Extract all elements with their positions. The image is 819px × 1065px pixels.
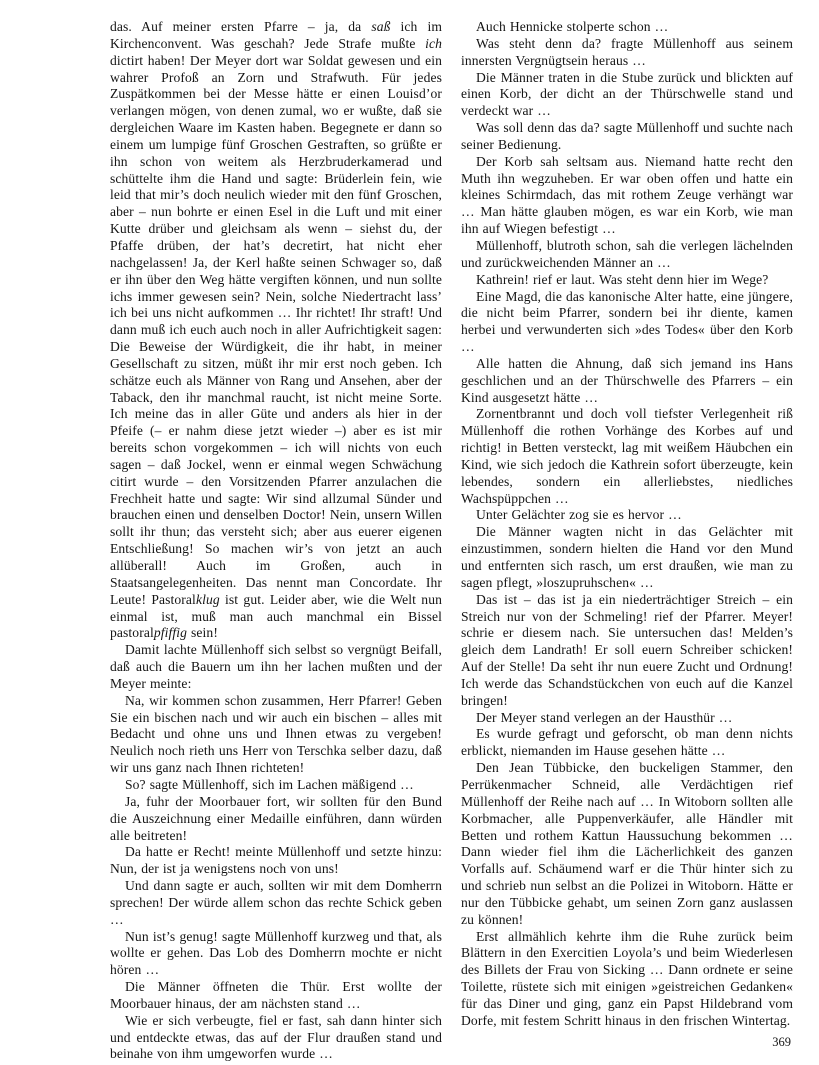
text-segment: dictirt haben! Der Meyer dort war Soldat gewesen und ein wahrer Profoß an Zorn und Strafwuth. Für jedes Zuspätkommen bei der Messe hätte er einen Louisd’or verlangen mögen, von denen zumal, wo er wußte, daß sie dergleichen Waare im Kasten haben. Begegnete er dann so einem um lumpige fünf Groschen Gestraften, so grüßte er ihn schon von weitem als Herzbruderkamerad und schüttelte ihm die Hand und sagte: Brüderlein fein, wie leid that mir’s doch neulich wieder mit den fünf Groschen, aber – nun bohrte er einen Esel in die Luft und mit einer Kutte drüber und gleichsam als wenn – siehst du, der Pfaffe drüben, der hat’s decretirt, hat nicht eher nachgelassen! Ja, der Kerl haßte seinen Schwager so, daß er ihn über den Weg hätte vergiften können, und nun sollte ichs immer gewesen sein? Nein, solche Niedertracht lass’ ich bei uns nicht aufkommen … Ihr richtet! Ihr straft! Und dann muß ich euch auch noch in aller Aufrichtigkeit sagen: Die Beweise der Würdigkeit, die ihr habt, in meiner Gesellschaft zu sitzen, müßt ihr mir erst noch geben. Ich schätze euch als Männer von Rang und Ansehen, aber der Taback, den ihr manchmal raucht, ist nicht meine Sorte. Ich meine das in aller Güte und anders als hier in der Pfeife (– er nahm diese jetzt wieder –) aber es ist mir bereits schon vorgekommen – ich will nichts von euch sagen – daß Jockel, wenn er einmal wegen Schwächung citirt wurde – den Vorsitzenden Pfarrer anzulachen die Frechheit hatte und sagte: Wir sind allzumal Sünder und brauchen einen und denselben Doctor! Nein, unsern Willen sollt ihr thun; das versteht sich; aber aus euerer eigenen Entschließung! So machen wir’s von jetzt an auch allüberall! Auch im Großen, auch in Staatsangelegenheiten. Das nennt man Concordate. Ihr Leute! Pastoral bbox=[110, 52, 442, 607]
paragraph bbox=[110, 777, 442, 794]
text-segment: Alle hatten die Ahnung, daß sich jemand ins Hans geschlichen und an der Thürschwelle des Pfarrers – ein Kind ausgesetzt hätte … bbox=[461, 355, 793, 405]
paragraph bbox=[461, 760, 793, 928]
text-segment: Die Männer traten in die Stube zurück und blickten auf einen Korb, der dicht an der Thürschwelle stand und verdeckt war … bbox=[461, 69, 793, 119]
paragraph bbox=[461, 19, 793, 36]
text-segment: sein! bbox=[187, 625, 218, 641]
text-segment: Was soll denn das da? sagte Müllenhoff und suchte nach seiner Bedienung. bbox=[461, 120, 793, 152]
text-segment: Müllenhoff, blutroth schon, sah die verlegen lächelnden und zurückweichenden Männer an … bbox=[461, 237, 793, 270]
text-segment: Auch Hennicke stolperte schon … bbox=[476, 19, 669, 34]
text-segment: Erst allmählich kehrte ihm die Ruhe zurück beim Blättern in den Exercitien Loyola’s und beim Wiederlesen des Billets der Frau von Sicking … Dann ordnete er seine Toilette, rüstete sich mit einigen »geistreichen Gedanken« für das Diner und ging, ganz ein Papst Hildebrand vom Dorfe, mit festem Schritt hinaus in den frischen Wintertag. bbox=[461, 928, 793, 1028]
text-segment: Den Jean Tübbicke, den buckeligen Stammer, den Perrükenmacher Schneid, alle Verdächtigen rief Müllenhoff der Reihe nach auf … In Witoborn sollten alle Korbmacher, alle Puppenverkäufer, alle Händler mit Betten und rothem Kattun Haussuchung bekommen … Dann wieder fiel ihm die Lächerlichkeit des ganzen Vorfalls auf. Schäumend warf er die Thür hinter sich zu und schrieb nun selbst an die Polizei in Witoborn. Hätte er nur den Tübbicke gehabt, um seinen Zorn ganz auslassen zu können! bbox=[461, 760, 793, 927]
paragraph bbox=[461, 36, 793, 70]
text-column-right bbox=[461, 19, 793, 1063]
paragraph bbox=[461, 289, 793, 356]
paragraph bbox=[110, 19, 442, 642]
paragraph bbox=[110, 979, 442, 1013]
paragraph bbox=[110, 794, 442, 845]
paragraph bbox=[461, 726, 793, 760]
paragraph bbox=[461, 356, 793, 407]
paragraph bbox=[461, 592, 793, 710]
text-segment: Na, wir kommen schon zusammen, Herr Pfarrer! Geben Sie ein bischen nach und wir auch ein bischen – alles mit Bedacht und ohne uns und Ihnen etwas zu vergeben! Neulich noch rieth uns Herr von Terschka selber dazu, daß wir uns ganz nach Ihnen richteten! bbox=[110, 692, 442, 776]
text-segment: So? sagte Müllenhoff, sich im Lachen mäßigend … bbox=[125, 776, 414, 792]
italic-text-segment: saß bbox=[371, 19, 391, 34]
text-segment: Nun ist’s genug! sagte Müllenhoff kurzweg und that, als wollte er gehen. Das Lob des Domherrn mochte er nicht hören … bbox=[110, 928, 442, 978]
paragraph bbox=[110, 929, 442, 980]
paragraph bbox=[461, 507, 793, 524]
text-segment: Die Männer wagten nicht in das Gelächter mit einzustimmen, sondern hielten die Hand vor den Mund und entfernten sich rasch, um erst draußen, wie man zu sagen pflegt, »loszupruhschen« … bbox=[461, 524, 793, 590]
paragraph bbox=[110, 693, 442, 777]
paragraph bbox=[461, 120, 793, 154]
text-segment: Das ist – das ist ja ein niederträchtiger Streich – ein Streich nur von der Schmeling! rief der Pfarrer. Meyer! schrie er diesem nach. Sie untersuchen das! Melden’s gleich dem Landrath! Er soll euern Schreiber schicken! Auf der Stelle! Da seht ihr nun euere Zucht und Ordnung! Ich werde das Schandstückchen von euch auf die Kanzel bringen! bbox=[461, 591, 793, 708]
text-segment: Ja, fuhr der Moorbauer fort, wir sollten für den Bund die Auszeichnung einer Medaille einführen, dann würden alle beitreten! bbox=[110, 793, 442, 843]
text-segment: Was steht denn da? fragte Müllenhoff aus seinem innersten Vergnügtsein heraus … bbox=[461, 35, 793, 68]
text-segment: Zornentbrannt und doch voll tiefster Verlegenheit riß Müllenhoff die rothen Vorhänge des Korbes auf und richtig! in Betten versteckt, lag mit weißem Häubchen ein Kind, wie sich jedoch die Kathrein sofort überzeugte, kein lebendes, sondern ein allerliebstes, niedliches Wachspüppchen … bbox=[461, 406, 793, 506]
text-segment: Da hatte er Recht! meinte Müllenhoff und setzte hinzu: Nun, der ist ja wenigstens noch von uns! bbox=[110, 844, 442, 877]
paragraph bbox=[461, 929, 793, 1030]
text-segment: Eine Magd, die das kanonische Alter hatte, eine jüngere, die nicht beim Pfarrer, sondern bei ihr diente, kamen herbei und verwunderten sich »des Todes« über den Korb … bbox=[461, 288, 793, 355]
paragraph bbox=[461, 70, 793, 121]
text-segment: Der Korb sah seltsam aus. Niemand hatte recht den Muth ihn wegzuheben. Er war oben offen und hatte ein kleines Schirmdach, das mit rothem Zeuge verhängt war … Man hätte glauben mögen, es war ein Korb, wie man ihn auf Wiegen befestigt … bbox=[461, 153, 793, 237]
paragraph bbox=[110, 642, 442, 693]
text-segment: Es wurde gefragt und geforscht, ob man denn nichts erblickt, niemanden im Hause gesehen hätte … bbox=[461, 726, 793, 759]
italic-text-segment: ich bbox=[425, 35, 442, 51]
italic-text-segment: pfiffig bbox=[153, 625, 188, 641]
paragraph bbox=[110, 844, 442, 878]
text-column-left bbox=[110, 19, 442, 1063]
text-segment: das. Auf meiner ersten Pfarre – ja, da bbox=[110, 19, 372, 34]
paragraph bbox=[461, 272, 793, 289]
text-segment: Wie er sich verbeugte, fiel er fast, sah dann hinter sich und entdeckte etwas, das auf der Flur draußen stand und beinahe von ihm umgeworfen wurde … bbox=[110, 1012, 442, 1062]
text-segment: Damit lachte Müllenhoff sich selbst so vergnügt Beifall, daß auch die Bauern um ihn her lachen mußten und der Meyer meinte: bbox=[110, 642, 442, 691]
text-segment: Und dann sagte er auch, sollten wir mit dem Domherrn sprechen! Der würde allem schon das rechte Schick geben … bbox=[110, 878, 442, 927]
paragraph bbox=[461, 238, 793, 272]
paragraph bbox=[110, 1013, 442, 1064]
text-segment: Die Männer öffneten die Thür. Erst wollte der Moorbauer hinaus, der am nächsten stand … bbox=[110, 979, 442, 1011]
text-block bbox=[110, 19, 793, 1063]
paragraph bbox=[461, 710, 793, 727]
paragraph bbox=[110, 878, 442, 929]
text-segment: Unter Gelächter zog sie es hervor … bbox=[476, 507, 682, 523]
paragraph bbox=[461, 406, 793, 507]
text-segment: Kathrein! rief er laut. Was steht denn hier im Wege? bbox=[476, 271, 769, 287]
paragraph bbox=[461, 524, 793, 591]
paragraph bbox=[461, 154, 793, 238]
text-segment: ich im Kirchenconvent. Was geschah? Jede Strafe mußte bbox=[110, 19, 442, 51]
text-segment: ist gut. Leider aber, wie die Welt nun einmal ist, muß man auch manchmal ein Bissel pastoral bbox=[110, 591, 442, 641]
italic-text-segment: klug bbox=[195, 591, 220, 607]
text-segment: Der Meyer stand verlegen an der Hausthür … bbox=[476, 709, 733, 725]
page-number: 369 bbox=[772, 1034, 791, 1049]
